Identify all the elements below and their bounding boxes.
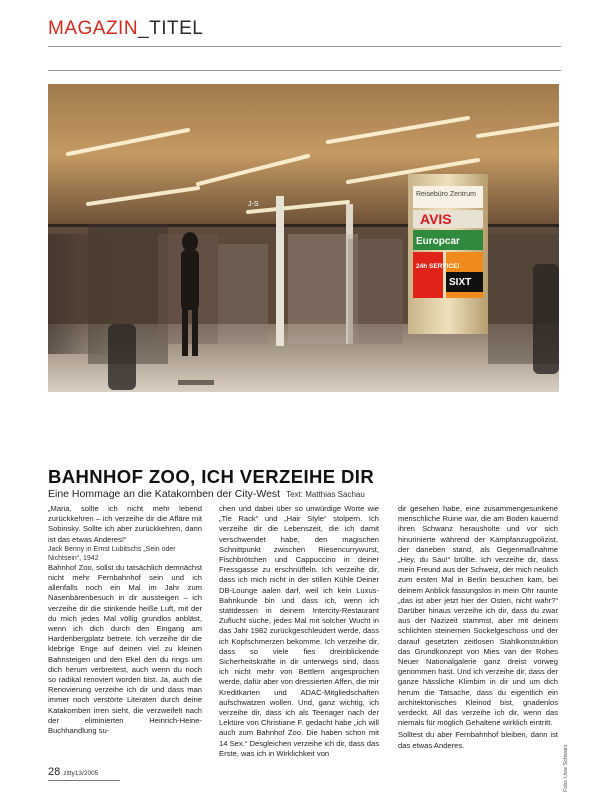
photo-credit-text: Foto: Uwe Schwarz (563, 744, 569, 792)
issue-label: zitty13/2005 (63, 770, 99, 777)
sign-brand2: Europcar (416, 236, 460, 247)
body-paragraph: dir gesehen habe, eine zusammengesunkene menschliche Ruine war, die am Boden kauernd ihren Schwanz herausholte und vor sich hinurinierte während der Kampfanzugpolizist, der daneben stand, als Gegenmaßnahme „Hey, du Sau!“ brüllte. Ich verzeihe dir, dass mein Freund aus der Schweiz, der mich neulich zum ersten Mal in Berlin besuchen kam, bei deinem Anblick fassungslos in mein Ohr raunte „das ist aber jetzt hier der Osten, nicht wahr?“ Darüber hinaus verzeihe ich dir, dass du zwar aus der Nazizeit stammst, aber mit deinem schlichten steinernen Sockelgeschoss und der darauf gesetzten zeitlosen Stahlkonstruktion das Grundkonzept von Mies van der Rohes Neuer Nationalgalerie ganz dreist vorweg genommen hast. Und ich verzeihe dir, dass der ganze hässliche Klimbim in dir und um dich herum die Tatsache, dass du eigentlich ein architektonisches Kleinod bist, gnadenlos verdeckt. All das verzeihe ich dir, wenn das niemals für möglich Gehaltene wirklich eintritt. (398, 504, 558, 728)
article-subheadline (48, 488, 365, 500)
header-rule (48, 46, 561, 47)
epigraph-attribution: Jack Benny in Ernst Lubitschs „Sein oder Nichtsein“, 1942 (48, 545, 176, 562)
page-footer (48, 766, 98, 778)
epigraph-quote: „Maria, sollte ich nicht mehr lebend zurückkehren – ich verzeihe dir die Affäre mit Sobinsky. Sollte ich aber zurückkehren, dann ist das etwas Anderes!“ (48, 504, 202, 544)
text-column-1 (48, 504, 202, 736)
sign-top-text: Reisebüro Zentrum (416, 191, 476, 198)
text-column-2 (219, 504, 379, 759)
page-number: 28 (48, 766, 61, 778)
station-photo-illustration (48, 84, 559, 392)
author-credit: Text: Matthias Sachau (286, 490, 365, 499)
subsection-name: TITEL (149, 18, 204, 39)
footer-rule (48, 780, 120, 781)
sign-brand3: SIXT (449, 277, 472, 288)
subheadline-text: Eine Hommage an die Katakomben der City-West (48, 488, 281, 500)
header-rule-lower (48, 70, 561, 71)
station-photo (48, 84, 559, 392)
sign-arrow: J-S (248, 201, 259, 208)
sign-service: 24h SERVICE! (416, 263, 460, 270)
body-paragraph: Bahnhof Zoo, sollst du tatsächlich demnächst nicht mehr Fernbahnhof sein und ich allenfalls noch ein Mal im Jahr zum Nasenbärenbesuch in dir aussteigen – ich verzeihe dir die stinkende heiße Luft, mit der du mich jedes Mal völlig grundlos anbläst, wenn ich dich durch den Eingang am Hardenbergplatz betrete. Ich verzeihe dir die klebrige Enge auf deinen viel zu kleinen Bahnsteigen und den Ekel den du rings um dich herum verbreitest, auch wenn du noch so radikal renoviert worden bist. Ja, auch die Renovierung verzeihe ich dir und dass man immer noch verstörte Literaten durch deine Katakomben irren sieht, die verzweifelt nach der eliminierten Heinrich-Heine-Buchhandlung su- (48, 562, 202, 736)
section-name: MAGAZIN (48, 18, 139, 39)
photo-credit (563, 732, 571, 792)
closing-paragraph: Solltest du aber Fernbahnhof bleiben, dann ist das etwas Anderes. (398, 730, 558, 750)
article-headline: BAHNHOF ZOO, ICH VERZEIHE DIR (48, 466, 375, 487)
section-separator: _ (138, 18, 150, 39)
section-header (48, 18, 203, 40)
body-paragraph: chen und dabei über so unwürdige Worte wie „Tie Rack“ und „Hair Style“ stolpern. Ich verzeihe dir die Lebenszeit, die ich damit verschwendet habe, den magischen Schnittpunkt zwischen Riesencurrywurst, Fischbrötchen und Cappuccino in deiner Fressgasse zu erschnüffeln. Ich verzeihe dir, dass ich mich nicht in der stillen Kühle Deiner DB-Lounge aalen darf, weil ich kein Luxus-Bahnkunde bin und dass ich, wenn ich stattdessen in deinem Intercity-Restaurant Zuflucht suche, jedes Mal mit solcher Wucht in das Jahr 1982 zurückgeschleudert werde, dass ich Kopfschmerzen bekomme. Ich verzeihe dir, dass so viele fies dreinblickende Sicherheitskräfte in dir unterwegs sind, dass ich nicht mehr von Bettlern angesprochen werde, dafür aber von dressierten Affen, die mir Kreditkarten und ADAC-Mitgliedschaften aufschwatzen wollen. Und, ganz wichtig, ich verzeihe dir, dass ich als Teenager nach der Lektüre von Christiane F. gedacht habe „ich will auch zum Bahnhof Zoo. Die haben schon mit 14 Sex.“ Desgleichen verzeihe ich dir, dass das Erste, was ich in Wirklichkeit von (219, 504, 379, 758)
sign-brand1: AVIS (420, 211, 452, 227)
text-column-3 (398, 504, 558, 751)
